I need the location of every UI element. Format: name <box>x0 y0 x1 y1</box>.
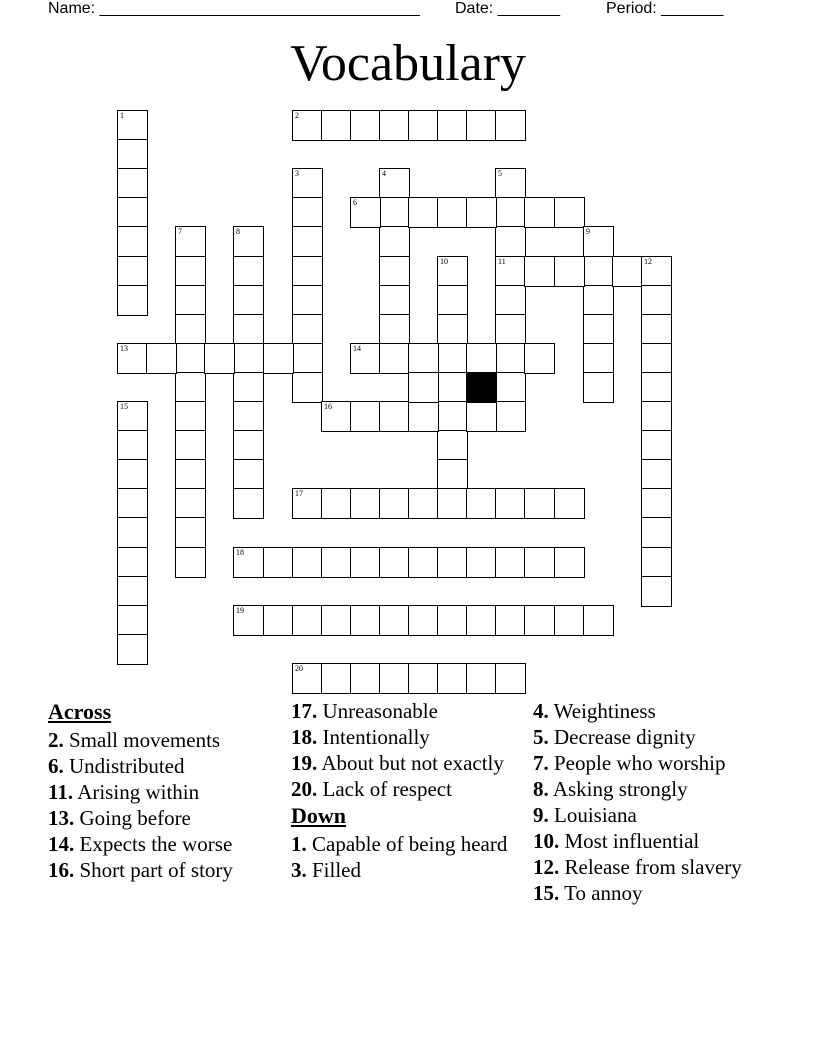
grid-cell[interactable] <box>524 256 555 287</box>
grid-cell[interactable] <box>612 256 643 287</box>
grid-cell[interactable] <box>350 663 381 694</box>
period-field[interactable]: Period: _______ <box>606 0 724 17</box>
grid-cell[interactable] <box>554 488 585 519</box>
grid-cell[interactable] <box>495 488 526 519</box>
grid-cell[interactable] <box>350 343 381 374</box>
grid-cell[interactable] <box>466 663 497 694</box>
grid-cell[interactable] <box>641 517 672 548</box>
clue-number: 1. <box>291 832 307 856</box>
grid-cell[interactable] <box>495 168 526 199</box>
grid-cell[interactable] <box>437 459 468 490</box>
grid-cell[interactable] <box>117 139 148 170</box>
clue-number: 5. <box>533 725 549 749</box>
grid-cell[interactable] <box>292 488 323 519</box>
grid-cell[interactable] <box>117 547 148 578</box>
date-field[interactable]: Date: _______ <box>455 0 560 17</box>
grid-cell[interactable] <box>233 488 264 519</box>
clue-across <box>291 726 526 749</box>
clue-text: Expects the worse <box>79 832 233 856</box>
grid-cell[interactable] <box>408 663 439 694</box>
grid-cell[interactable] <box>117 343 148 374</box>
grid-cell[interactable] <box>495 110 526 141</box>
cell-number: 6 <box>353 198 357 207</box>
grid-cell[interactable] <box>175 547 206 578</box>
grid-cell[interactable] <box>117 459 148 490</box>
grid-cell[interactable] <box>263 605 294 636</box>
grid-cell[interactable] <box>437 256 468 287</box>
grid-cell[interactable] <box>379 256 410 287</box>
grid-cell[interactable] <box>117 401 148 432</box>
grid-cell[interactable] <box>466 605 497 636</box>
grid-cell[interactable] <box>524 605 555 636</box>
grid-cell[interactable] <box>583 226 614 257</box>
grid-cell[interactable] <box>292 226 323 257</box>
grid-cell[interactable] <box>379 488 410 519</box>
clue-across <box>48 833 283 856</box>
grid-cell[interactable] <box>292 314 323 345</box>
grid-cell[interactable] <box>350 401 381 432</box>
clue-number: 3. <box>291 858 307 882</box>
grid-cell[interactable] <box>321 605 352 636</box>
cell-number: 8 <box>236 227 240 236</box>
grid-cell[interactable] <box>175 430 206 461</box>
grid-cell[interactable] <box>175 401 206 432</box>
grid-cell[interactable] <box>379 314 410 345</box>
clue-column-3 <box>533 700 773 908</box>
clue-down <box>533 804 773 827</box>
grid-cell[interactable] <box>641 430 672 461</box>
clue-number: 20. <box>291 777 318 801</box>
grid-cell[interactable] <box>233 547 264 578</box>
clue-text: Arising within <box>77 780 200 804</box>
grid-cell[interactable] <box>379 197 410 228</box>
grid-cell[interactable] <box>466 547 497 578</box>
clue-down <box>291 859 526 882</box>
grid-cell[interactable] <box>292 197 323 228</box>
grid-cell[interactable] <box>175 226 206 257</box>
grid-cell[interactable] <box>117 605 148 636</box>
grid-cell[interactable] <box>524 547 555 578</box>
cell-number: 14 <box>353 344 361 353</box>
grid-cell[interactable] <box>641 576 672 607</box>
grid-cell[interactable] <box>292 168 323 199</box>
clue-text: About but not exactly <box>321 751 504 775</box>
clue-text: Decrease dignity <box>554 725 696 749</box>
clue-number: 4. <box>533 699 549 723</box>
grid-cell[interactable] <box>292 285 323 316</box>
clue-down <box>533 752 773 775</box>
grid-cell[interactable] <box>175 285 206 316</box>
clue-number: 6. <box>48 754 64 778</box>
grid-cell[interactable] <box>495 343 526 374</box>
clue-number: 15. <box>533 881 560 905</box>
clue-across <box>48 729 283 752</box>
clue-text: Weightiness <box>553 699 656 723</box>
grid-cell[interactable] <box>321 488 352 519</box>
clue-text: Louisiana <box>554 803 637 827</box>
grid-cell[interactable] <box>437 605 468 636</box>
grid-cell[interactable] <box>437 372 468 403</box>
clue-down <box>533 882 773 905</box>
grid-cell[interactable] <box>175 314 206 345</box>
cell-number: 12 <box>644 257 652 266</box>
grid-cell[interactable] <box>233 256 264 287</box>
grid-cell[interactable] <box>379 547 410 578</box>
grid-cell[interactable] <box>263 547 294 578</box>
grid-cell[interactable] <box>233 459 264 490</box>
down-heading: Down <box>291 803 347 828</box>
grid-cell[interactable] <box>437 314 468 345</box>
grid-cell[interactable] <box>641 256 672 287</box>
grid-cell[interactable] <box>379 663 410 694</box>
grid-cell[interactable] <box>350 605 381 636</box>
blocked-cell <box>466 372 497 403</box>
grid-cell[interactable] <box>117 634 148 665</box>
grid-cell[interactable] <box>495 197 526 228</box>
grid-cell[interactable] <box>117 256 148 287</box>
clue-text: Unreasonable <box>322 699 438 723</box>
grid-cell[interactable] <box>292 372 323 403</box>
grid-cell[interactable] <box>233 430 264 461</box>
grid-cell[interactable] <box>554 605 585 636</box>
grid-cell[interactable] <box>437 430 468 461</box>
grid-cell[interactable] <box>233 285 264 316</box>
grid-cell[interactable] <box>321 110 352 141</box>
clue-down <box>533 778 773 801</box>
grid-cell[interactable] <box>495 314 526 345</box>
cell-number: 9 <box>586 227 590 236</box>
grid-cell[interactable] <box>379 226 410 257</box>
grid-cell[interactable] <box>641 459 672 490</box>
grid-cell[interactable] <box>233 314 264 345</box>
grid-cell[interactable] <box>641 285 672 316</box>
clue-across <box>48 755 283 778</box>
grid-cell[interactable] <box>641 343 672 374</box>
clue-number: 19. <box>291 751 318 775</box>
grid-cell[interactable] <box>350 110 381 141</box>
cell-number: 17 <box>295 489 303 498</box>
clue-number: 12. <box>533 855 560 879</box>
grid-cell[interactable] <box>233 372 264 403</box>
grid-cell[interactable] <box>408 488 439 519</box>
clue-text: Filled <box>312 858 362 882</box>
grid-cell[interactable] <box>233 605 264 636</box>
grid-cell[interactable] <box>437 401 468 432</box>
grid-cell[interactable] <box>321 663 352 694</box>
grid-cell[interactable] <box>466 401 497 432</box>
grid-cell[interactable] <box>583 343 614 374</box>
cell-number: 20 <box>295 664 303 673</box>
clue-text: People who worship <box>554 751 726 775</box>
grid-cell[interactable] <box>175 256 206 287</box>
grid-cell[interactable] <box>641 547 672 578</box>
clue-number: 10. <box>533 829 560 853</box>
grid-cell[interactable] <box>292 605 323 636</box>
grid-cell[interactable] <box>495 285 526 316</box>
clue-number: 16. <box>48 858 75 882</box>
grid-cell[interactable] <box>641 488 672 519</box>
clue-across <box>48 781 283 804</box>
cell-number: 16 <box>324 402 332 411</box>
grid-cell[interactable] <box>437 547 468 578</box>
grid-cell[interactable] <box>379 110 410 141</box>
name-field[interactable]: Name: ____________________________________ <box>48 0 420 17</box>
clue-text: Most influential <box>564 829 700 853</box>
cell-number: 3 <box>295 169 299 178</box>
grid-cell[interactable] <box>641 314 672 345</box>
grid-cell[interactable] <box>408 372 439 403</box>
grid-cell[interactable] <box>495 663 526 694</box>
grid-cell[interactable] <box>117 110 148 141</box>
grid-cell[interactable] <box>117 285 148 316</box>
clue-number: 2. <box>48 728 64 752</box>
cell-number: 10 <box>440 257 448 266</box>
grid-cell[interactable] <box>408 343 439 374</box>
grid-cell[interactable] <box>321 547 352 578</box>
grid-cell[interactable] <box>524 197 555 228</box>
grid-cell[interactable] <box>204 343 235 374</box>
grid-cell[interactable] <box>583 314 614 345</box>
grid-cell[interactable] <box>437 197 468 228</box>
grid-cell[interactable] <box>583 256 614 287</box>
page-title: Vocabulary <box>290 35 526 92</box>
grid-cell[interactable] <box>292 663 323 694</box>
grid-cell[interactable] <box>350 488 381 519</box>
grid-cell[interactable] <box>583 285 614 316</box>
grid-cell[interactable] <box>117 430 148 461</box>
grid-cell[interactable] <box>233 401 264 432</box>
grid-cell[interactable] <box>233 343 264 374</box>
grid-cell[interactable] <box>292 343 323 374</box>
clue-text: Going before <box>79 806 191 830</box>
clue-text: Capable of being heard <box>312 832 508 856</box>
grid-cell[interactable] <box>466 488 497 519</box>
clue-number: 9. <box>533 803 549 827</box>
cell-number: 18 <box>236 548 244 557</box>
grid-cell[interactable] <box>117 226 148 257</box>
clue-text: Release from slavery <box>564 855 742 879</box>
cell-number: 11 <box>498 257 506 266</box>
grid-cell[interactable] <box>263 343 294 374</box>
grid-cell[interactable] <box>554 256 585 287</box>
grid-cell[interactable] <box>524 343 555 374</box>
clue-number: 17. <box>291 699 318 723</box>
clue-number: 7. <box>533 751 549 775</box>
grid-cell[interactable] <box>495 372 526 403</box>
clue-number: 14. <box>48 832 75 856</box>
grid-cell[interactable] <box>117 488 148 519</box>
grid-cell[interactable] <box>495 226 526 257</box>
across-heading: Across <box>48 699 112 724</box>
grid-cell[interactable] <box>233 226 264 257</box>
clue-column-2 <box>291 700 526 885</box>
grid-cell[interactable] <box>583 372 614 403</box>
clue-text: To annoy <box>564 881 643 905</box>
cell-number: 4 <box>382 169 386 178</box>
clue-across <box>291 778 526 801</box>
grid-cell[interactable] <box>117 168 148 199</box>
grid-cell[interactable] <box>466 197 497 228</box>
grid-cell[interactable] <box>495 605 526 636</box>
grid-cell[interactable] <box>437 663 468 694</box>
grid-cell[interactable] <box>175 372 206 403</box>
grid-cell[interactable] <box>379 168 410 199</box>
grid-cell[interactable] <box>292 547 323 578</box>
grid-cell[interactable] <box>292 256 323 287</box>
clue-text: Intentionally <box>322 725 430 749</box>
clue-down <box>291 833 526 856</box>
grid-cell[interactable] <box>117 197 148 228</box>
grid-cell[interactable] <box>350 547 381 578</box>
grid-cell[interactable] <box>175 517 206 548</box>
clue-down <box>533 726 773 749</box>
clue-across <box>48 859 283 882</box>
clue-text: Short part of story <box>79 858 233 882</box>
cell-number: 5 <box>498 169 502 178</box>
clue-number: 11. <box>48 780 74 804</box>
grid-cell[interactable] <box>175 488 206 519</box>
clue-text: Small movements <box>69 728 221 752</box>
grid-cell[interactable] <box>437 110 468 141</box>
grid-cell[interactable] <box>175 343 206 374</box>
clue-across <box>291 752 526 775</box>
grid-cell[interactable] <box>408 401 439 432</box>
clue-text: Lack of respect <box>322 777 452 801</box>
grid-cell[interactable] <box>466 343 497 374</box>
clue-down <box>533 700 773 723</box>
grid-cell[interactable] <box>437 343 468 374</box>
cell-number: 19 <box>236 606 244 615</box>
clue-text: Undistributed <box>69 754 185 778</box>
grid-cell[interactable] <box>554 197 585 228</box>
clue-number: 8. <box>533 777 549 801</box>
grid-cell[interactable] <box>583 605 614 636</box>
clue-number: 18. <box>291 725 318 749</box>
clue-column-1 <box>48 700 283 885</box>
clue-down <box>533 830 773 853</box>
grid-cell[interactable] <box>379 285 410 316</box>
grid-cell[interactable] <box>321 401 352 432</box>
clue-text: Asking strongly <box>552 777 688 801</box>
cell-number: 2 <box>295 111 299 120</box>
grid-cell[interactable] <box>379 401 410 432</box>
grid-cell[interactable] <box>350 197 381 228</box>
grid-cell[interactable] <box>495 401 526 432</box>
grid-cell[interactable] <box>554 547 585 578</box>
cell-number: 15 <box>120 402 128 411</box>
grid-cell[interactable] <box>379 605 410 636</box>
grid-cell[interactable] <box>437 488 468 519</box>
grid-cell[interactable] <box>408 605 439 636</box>
grid-cell[interactable] <box>117 517 148 548</box>
cell-number: 1 <box>120 111 124 120</box>
grid-cell[interactable] <box>408 110 439 141</box>
grid-cell[interactable] <box>146 343 177 374</box>
grid-cell[interactable] <box>408 547 439 578</box>
clue-across <box>291 700 526 723</box>
clue-down <box>533 856 773 879</box>
grid-cell[interactable] <box>495 256 526 287</box>
cell-number: 7 <box>178 227 182 236</box>
cell-number: 13 <box>120 344 128 353</box>
grid-cell[interactable] <box>641 401 672 432</box>
grid-cell[interactable] <box>379 343 410 374</box>
grid-cell[interactable] <box>524 488 555 519</box>
grid-cell[interactable] <box>292 110 323 141</box>
grid-cell[interactable] <box>408 197 439 228</box>
grid-cell[interactable] <box>495 547 526 578</box>
clue-number: 13. <box>48 806 75 830</box>
grid-cell[interactable] <box>466 110 497 141</box>
grid-cell[interactable] <box>175 459 206 490</box>
grid-cell[interactable] <box>437 285 468 316</box>
clue-across <box>48 807 283 830</box>
grid-cell[interactable] <box>117 576 148 607</box>
grid-cell[interactable] <box>641 372 672 403</box>
